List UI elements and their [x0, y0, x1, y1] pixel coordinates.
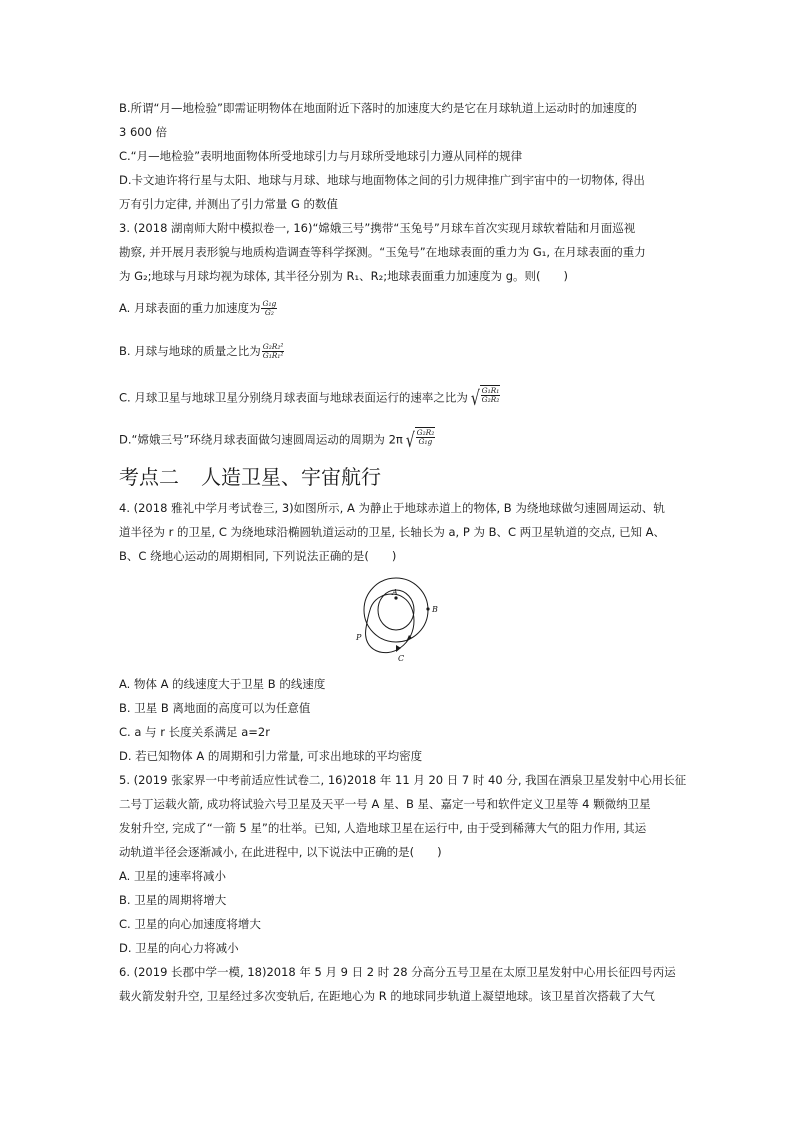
fraction-numerator: G₂R₂ [416, 428, 435, 437]
q5-stem-line1: 5. (2019 张家界一中考前适应性试卷二, 16)2018 年 11 月 20 日 7 时 40 分, 我国在酒泉卫星发射中心用长征 [119, 773, 687, 787]
q3-stem-line1: 3. (2018 湖南师大附中模拟卷一, 16)“嫦娥三号”携带“玉兔号”月球车首次实现月球软着陆和月面巡视 [119, 221, 636, 235]
square-root [469, 385, 500, 411]
section-number: 考点二 [119, 465, 179, 489]
q3-option-d [119, 427, 435, 453]
q3-option-b-fraction [262, 343, 285, 360]
q2-option-b-line2: 3 600 倍 [119, 125, 168, 139]
q3-option-b [119, 343, 284, 360]
q4-option-b: B. 卫星 B 离地面的高度可以为任意值 [119, 701, 311, 715]
fraction-numerator: G₁g [262, 299, 277, 308]
fraction-denominator: G₁g [418, 437, 433, 446]
fraction-denominator: G₂ [264, 308, 274, 317]
q4-stem-line2: 道半径为 r 的卫星, C 为绕地球沿椭圆轨道运动的卫星, 长轴长为 a, P 为 B、C 两卫星轨道的交点, 已知 A、 [119, 525, 666, 539]
orbit-diagram [354, 576, 444, 668]
q2-option-d-line1: D.卡文迪许将行星与太阳、地球与月球、地球与地面物体之间的引力规律推广到宇宙中的一切物体, 得出 [119, 173, 645, 187]
q3-option-c [119, 385, 500, 411]
radical-sign: √ [470, 386, 480, 410]
q3-option-d-fraction [416, 429, 436, 446]
section-title: 人造卫星、宇宙航行 [201, 465, 381, 489]
q3-stem-line3: 为 G₂;地球与月球均视为球体, 其半径分别为 R₁、R₂;地球表面重力加速度为 g。则( ) [119, 269, 569, 283]
q2-option-b-line1: B.所谓“月—地检验”即需证明物体在地面附近下落时的加速度大约是它在月球轨道上运动时的加速度的 [119, 101, 637, 115]
radicand [480, 385, 501, 411]
q5-option-c: C. 卫星的向心加速度将增大 [119, 917, 261, 931]
radicand [415, 427, 436, 453]
fraction-numerator: G₂R₂² [262, 342, 284, 351]
q3-option-b-text: B. 月球与地球的质量之比为 [119, 344, 261, 358]
label-p: P [356, 633, 362, 642]
q5-stem-line2: 二号丁运载火箭, 成功将试验六号卫星及天平一号 A 星、B 星、嘉定一号和软件定义卫星等 4 颗微纳卫星 [119, 797, 651, 811]
q6-stem-line2: 载火箭发射升空, 卫星经过多次变轨后, 在距地心为 R 的地球同步轨道上凝望地球。该卫星首次搭载了大气 [119, 989, 655, 1003]
fraction-denominator: G₁R₁² [262, 351, 284, 360]
fraction-numerator: G₁R₁ [481, 386, 500, 395]
q3-option-a-text: A. 月球表面的重力加速度为 [119, 301, 261, 315]
q3-stem-line2: 勘察, 并开展月表形貌与地质构造调查等科学探测。“玉兔号”在地球表面的重力为 G₁, 在月球表面的重力 [119, 245, 646, 259]
q5-option-b: B. 卫星的周期将增大 [119, 893, 227, 907]
q5-option-d: D. 卫星的向心力将减小 [119, 941, 239, 955]
q3-option-c-fraction [481, 387, 501, 404]
square-root [404, 427, 435, 453]
label-a: A [392, 588, 398, 597]
section-heading [119, 464, 381, 490]
q6-stem-line1: 6. (2019 长郡中学一模, 18)2018 年 5 月 9 日 2 时 28 分高分五号卫星在太原卫星发射中心用长征四号丙运 [119, 965, 676, 979]
q5-option-a: A. 卫星的速率将减小 [119, 869, 226, 883]
orbit-c-arrow-icon [396, 645, 401, 652]
q4-stem-line3: B、C 绕地心运动的周期相同, 下列说法正确的是( ) [119, 549, 397, 563]
q3-option-a [119, 300, 277, 317]
q4-stem-line1: 4. (2018 雅礼中学月考试卷三, 3)如图所示, A 为静止于地球赤道上的物体, B 为绕地球做匀速圆周运动、轨 [119, 501, 665, 515]
q2-option-c: C.“月—地检验”表明地面物体所受地球引力与月球所受地球引力遵从同样的规律 [119, 149, 523, 163]
q2-option-d-line2: 万有引力定律, 并测出了引力常量 G 的数值 [119, 197, 339, 211]
q3-option-a-fraction [261, 300, 277, 317]
label-b: B [432, 605, 438, 614]
q4-option-a: A. 物体 A 的线速度大于卫星 B 的线速度 [119, 677, 326, 691]
orbit-c-ellipse [366, 594, 414, 653]
q5-stem-line4: 动轨道半径会逐渐减小, 在此进程中, 以下说法中正确的是( ) [119, 845, 442, 859]
q5-stem-line3: 发射升空, 完成了“一箭 5 星”的壮举。已知, 人造地球卫星在运行中, 由于受到稀薄大气的阻力作用, 其运 [119, 821, 647, 835]
satellite-b-dot [426, 607, 429, 610]
radical-sign: √ [405, 428, 415, 452]
q3-option-d-text: D.“嫦娥三号”环绕月球表面做匀速圆周运动的周期为 2π [119, 432, 403, 447]
fraction-denominator: G₂R₂ [481, 395, 500, 404]
q4-option-d: D. 若已知物体 A 的周期和引力常量, 可求出地球的平均密度 [119, 749, 423, 763]
label-c: C [398, 654, 405, 663]
q4-option-c: C. a 与 r 长度关系满足 a=2r [119, 725, 270, 739]
q3-option-c-text: C. 月球卫星与地球卫星分别绕月球表面与地球表面运行的速率之比为 [119, 390, 468, 405]
